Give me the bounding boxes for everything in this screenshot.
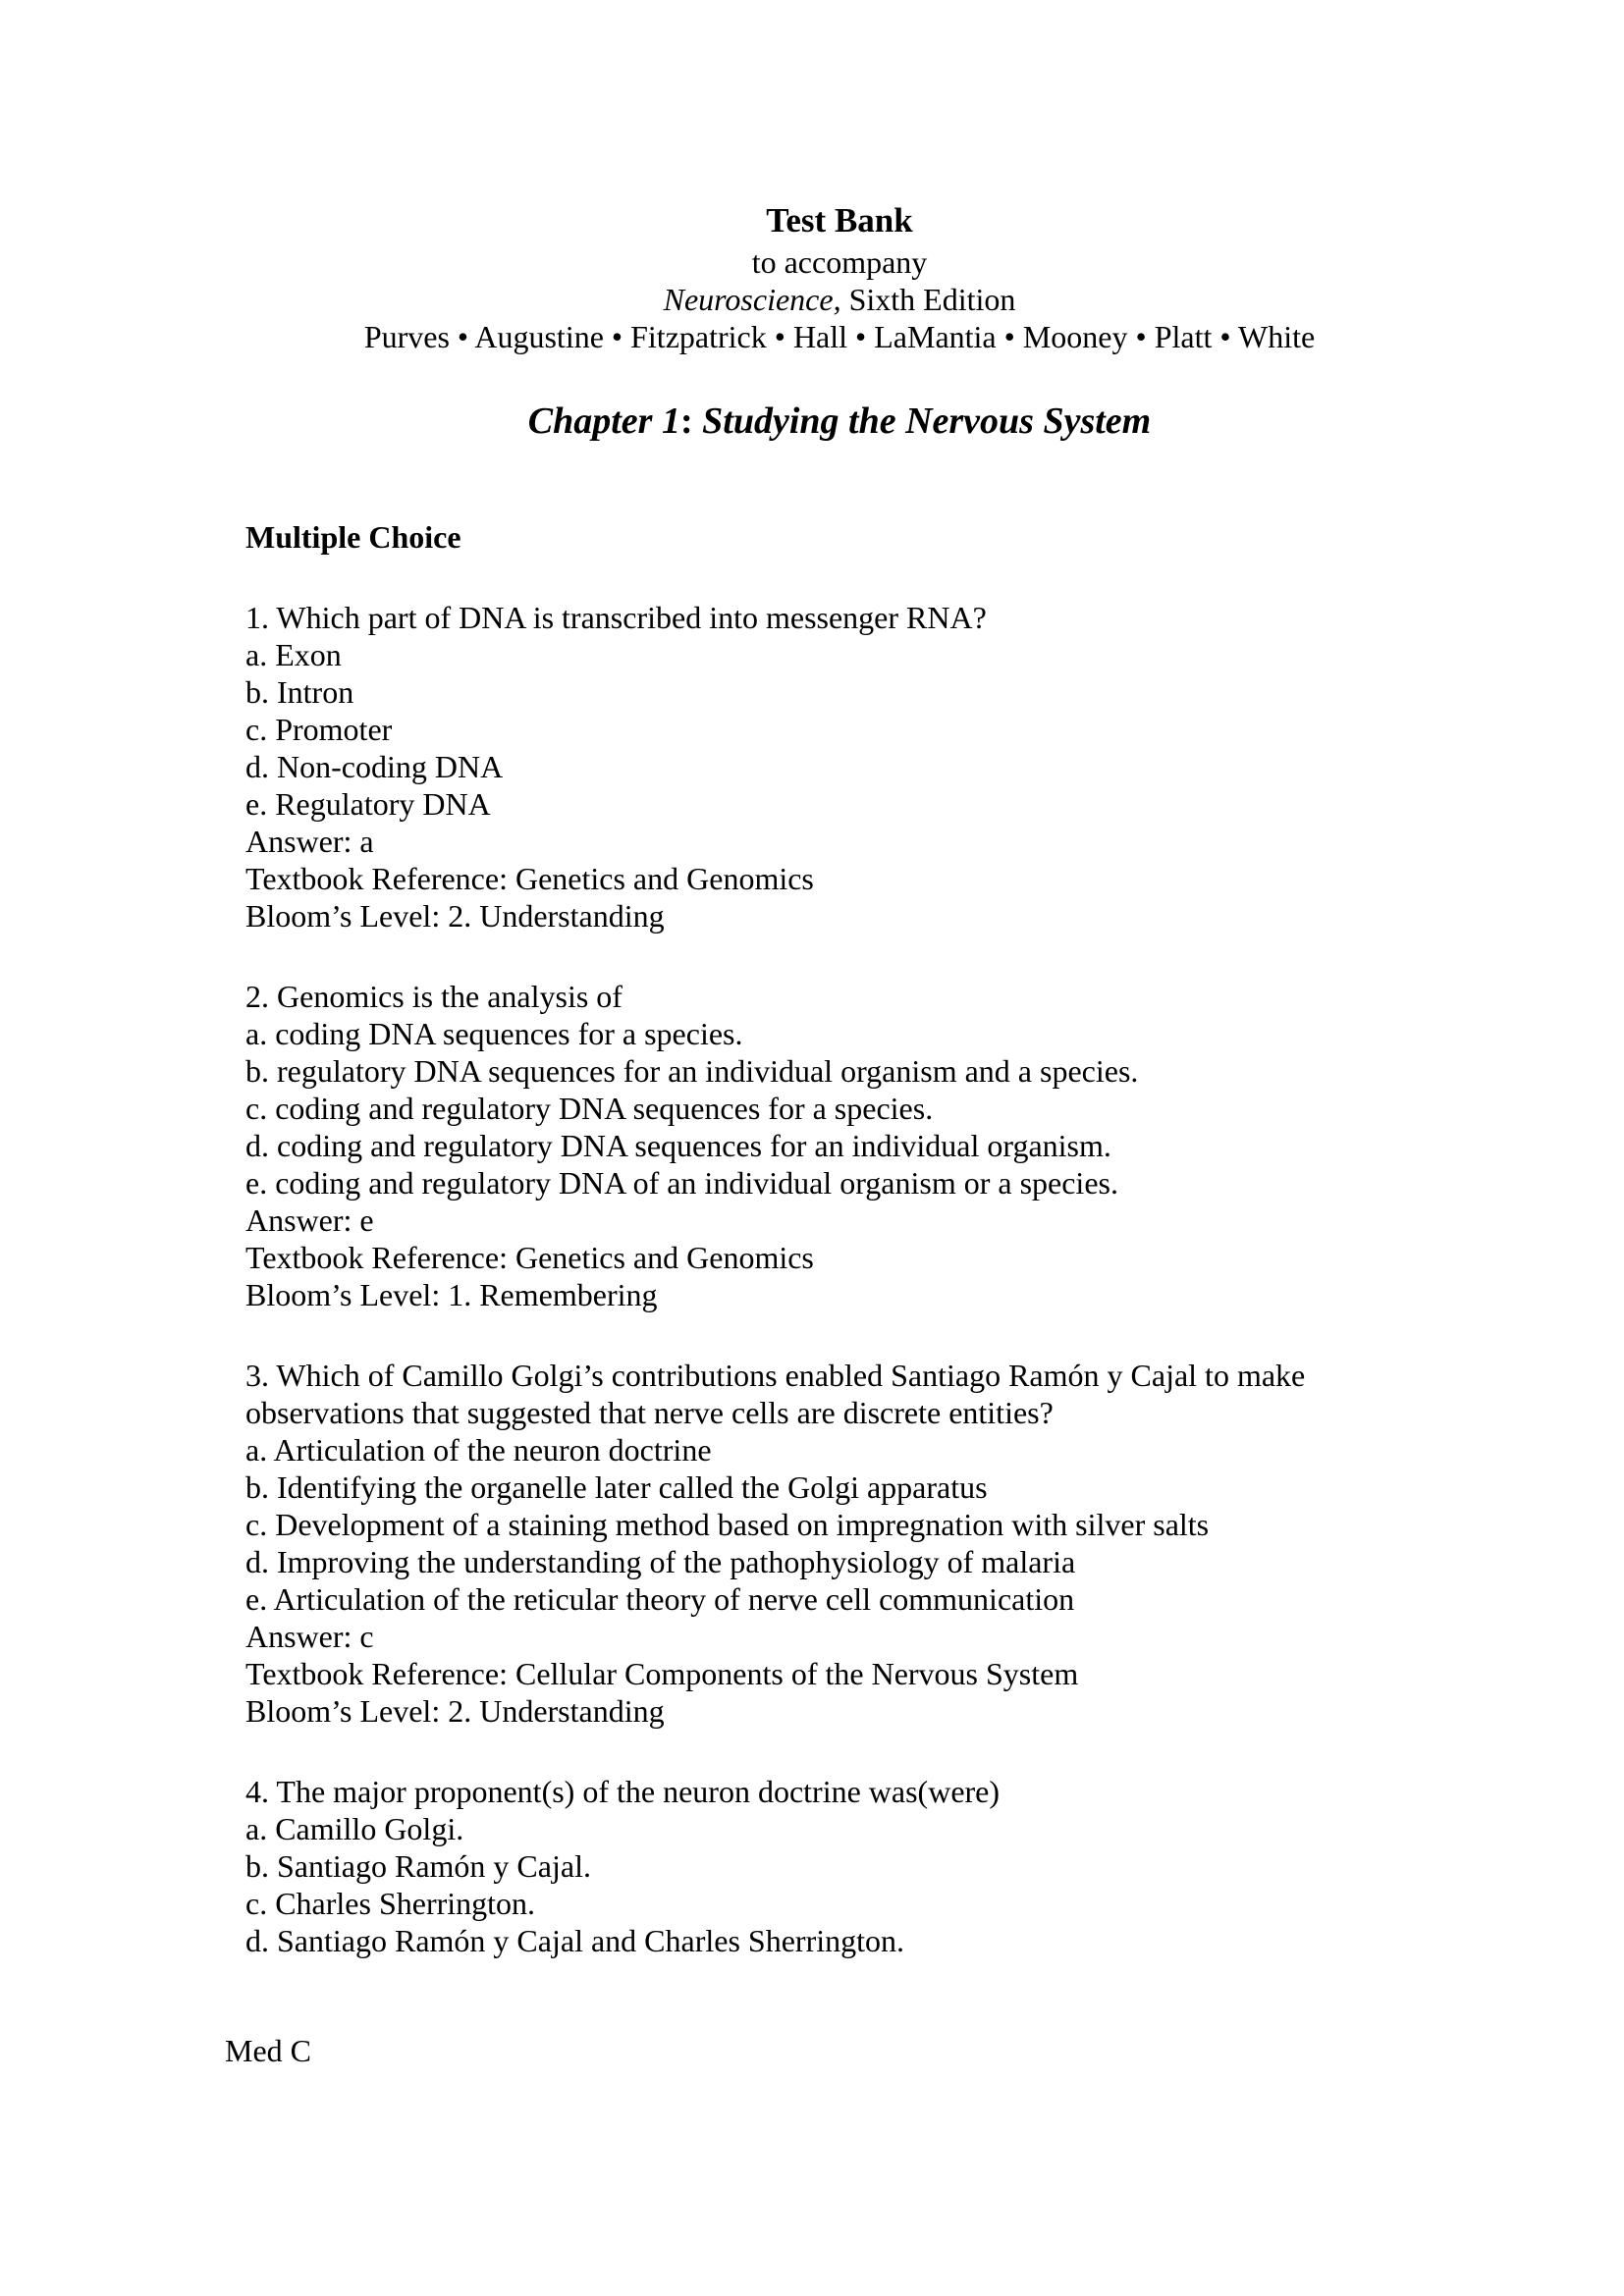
question-3-option-c: c. Development of a staining method based on impregnation with silver salts <box>245 1507 1210 1542</box>
question-1-stem: 1. Which part of DNA is transcribed into messenger RNA? <box>245 600 987 635</box>
question-2-answer: Answer: e <box>245 1202 374 1238</box>
question-1-option-d: d. Non-coding DNA <box>245 749 504 784</box>
question-1-answer: Answer: a <box>245 824 374 859</box>
chapter-title: Studying the Nervous System <box>702 400 1152 442</box>
question-2-blooms-level: Bloom’s Level: 1. Remembering <box>245 1277 658 1312</box>
question-2-option-c: c. coding and regulatory DNA sequences for a species. <box>245 1091 934 1126</box>
question-2-option-b: b. regulatory DNA sequences for an individual organism and a species. <box>245 1053 1139 1089</box>
title-block <box>245 198 1434 355</box>
question-3 <box>245 1357 1434 1730</box>
question-4-option-b: b. Santiago Ramón y Cajal. <box>245 1848 591 1884</box>
chapter-heading <box>245 399 1434 444</box>
book-title: Neuroscience, <box>663 282 841 317</box>
question-4-stem: 4. The major proponent(s) of the neuron doctrine was(were) <box>245 1774 1001 1809</box>
question-2-option-a: a. coding DNA sequences for a species. <box>245 1016 743 1051</box>
question-2 <box>245 978 1434 1313</box>
document-title: Test Bank <box>766 201 913 240</box>
question-2-option-d: d. coding and regulatory DNA sequences for an individual organism. <box>245 1128 1111 1163</box>
question-4-option-a: a. Camillo Golgi. <box>245 1811 464 1846</box>
question-3-answer: Answer: c <box>245 1619 374 1654</box>
question-2-textbook-reference: Textbook Reference: Genetics and Genomics <box>245 1240 814 1275</box>
question-3-option-d: d. Improving the understanding of the pathophysiology of malaria <box>245 1544 1076 1579</box>
question-1 <box>245 599 1434 934</box>
question-1-textbook-reference: Textbook Reference: Genetics and Genomics <box>245 861 814 896</box>
question-1-option-a: a. Exon <box>245 637 342 672</box>
section-heading-multiple-choice: Multiple Choice <box>245 519 461 555</box>
question-4-option-c: c. Charles Sherrington. <box>245 1886 536 1921</box>
footer-note: Med C <box>225 2033 311 2068</box>
question-3-textbook-reference: Textbook Reference: Cellular Components of the Nervous System <box>245 1656 1079 1691</box>
question-1-option-c: c. Promoter <box>245 712 393 747</box>
question-1-option-e: e. Regulatory DNA <box>245 786 491 822</box>
question-4-option-d: d. Santiago Ramón y Cajal and Charles Sherrington. <box>245 1923 904 1958</box>
question-2-stem: 2. Genomics is the analysis of <box>245 979 623 1014</box>
authors-line: Purves • Augustine • Fitzpatrick • Hall • LaMantia • Mooney • Platt • White <box>363 319 1316 354</box>
book-title-line <box>245 281 1434 318</box>
question-2-option-e: e. coding and regulatory DNA of an individual organism or a species. <box>245 1165 1118 1201</box>
chapter-separator: : <box>679 400 703 442</box>
question-3-option-b: b. Identifying the organelle later called the Golgi apparatus <box>245 1469 988 1505</box>
question-3-blooms-level: Bloom’s Level: 2. Understanding <box>245 1693 665 1729</box>
question-4 <box>245 1773 1434 1959</box>
chapter-label: Chapter 1 <box>527 400 680 442</box>
question-3-option-e: e. Articulation of the reticular theory of nerve cell communication <box>245 1581 1075 1617</box>
question-3-option-a: a. Articulation of the neuron doctrine <box>245 1432 712 1468</box>
question-1-option-b: b. Intron <box>245 674 354 710</box>
question-3-stem-line-2: observations that suggested that nerve cells are discrete entities? <box>245 1395 1054 1430</box>
question-3-stem-line-1: 3. Which of Camillo Golgi’s contributions enabled Santiago Ramón y Cajal to make <box>245 1358 1306 1393</box>
question-1-blooms-level: Bloom’s Level: 2. Understanding <box>245 898 665 934</box>
document-subtitle: to accompany <box>751 244 928 280</box>
book-edition: Sixth Edition <box>840 282 1016 317</box>
